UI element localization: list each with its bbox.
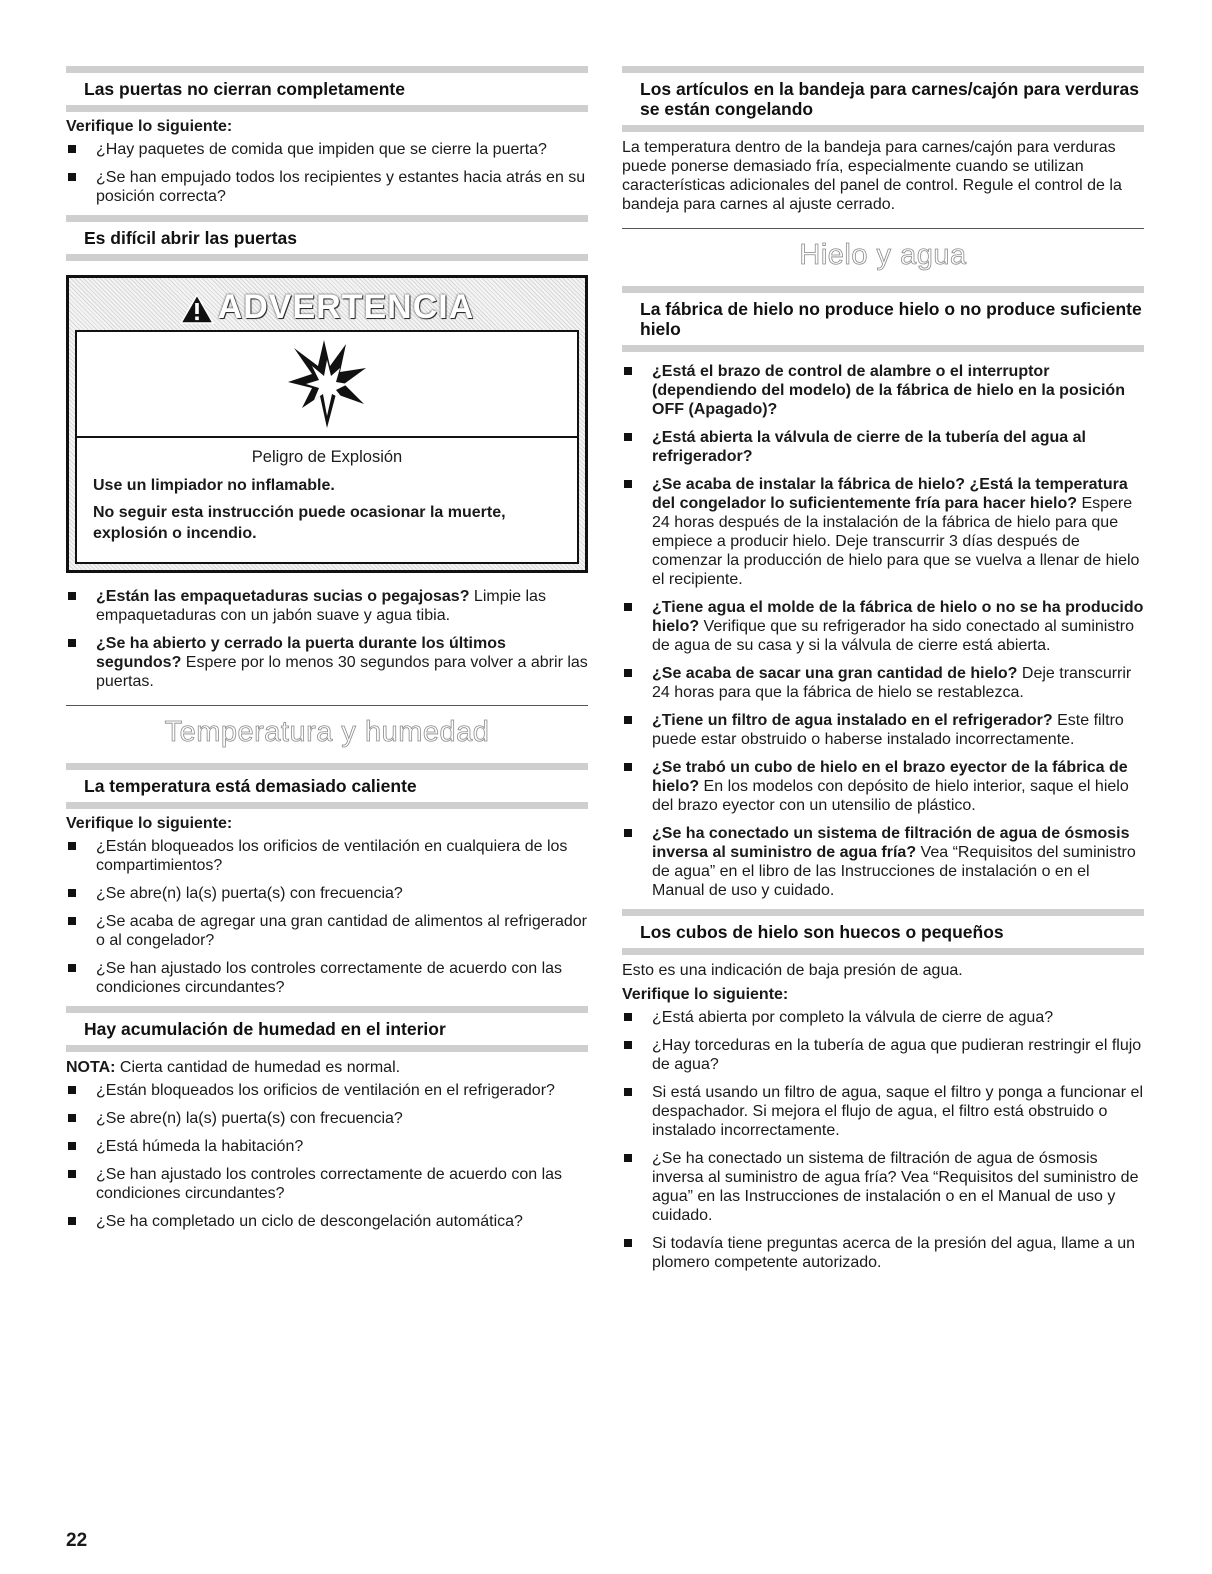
bullet-icon [624,1088,632,1096]
topic-hollow-cubes [622,909,1144,1272]
check-label: Verifique lo siguiente: [66,815,233,832]
bullet-icon [624,603,632,611]
list-item: ¿Están las empaquetaduras sucias o pegajosas? Limpie las empaquetaduras con un jabón suave y agua tibia. [66,587,588,625]
list-item: ¿Se abre(n) la(s) puerta(s) con frecuencia? [66,1109,588,1128]
check-list [66,587,588,691]
warning-hazard: Peligro de Explosión [251,448,403,466]
topic-doors-not-closing [66,66,588,206]
list-item: ¿Está abierta por completo la válvula de cierre de agua? [622,1008,1144,1027]
list-item: ¿Se abre(n) la(s) puerta(s) con frecuencia? [66,884,588,903]
list-item: ¿Se ha abierto y cerrado la puerta durante los últimos segundos? Espere por lo menos 30 segundos para volver a abrir las puertas. [66,634,588,691]
bullet-icon [68,842,76,850]
bullet-icon [624,1154,632,1162]
check-list [66,140,588,206]
explosion-icon [284,338,370,430]
warning-line: Use un limpiador no inflamable. [93,477,335,494]
bullet-icon [624,763,632,771]
list-item: ¿Hay torceduras en la tubería de agua que pudieran restringir el flujo de agua? [622,1036,1144,1074]
bullet-icon [68,1114,76,1122]
topic-freezing [622,66,1144,214]
list-item: ¿Está el brazo de control de alambre o el interruptor (dependiendo del modelo) de la fábrica de hielo en la posición OFF (Apagado)? [622,362,1144,419]
list-item: ¿Se ha completado un ciclo de descongelación automática? [66,1212,588,1231]
list-item: ¿Se ha conectado un sistema de filtración de agua de ósmosis inversa al suministro de agua fría? Vea “Requisitos del suministro de agua” en las Instrucciones de instalación o en el Manual de uso y cuidado. [622,1149,1144,1225]
bullet-icon [68,592,76,600]
topic-humidity [66,1006,588,1231]
list-item: ¿Se han ajustado los controles correctamente de acuerdo con las condiciones circundantes? [66,1165,588,1203]
list-item: ¿Tiene un filtro de agua instalado en el refrigerador? Este filtro puede estar obstruido o haberse instalado incorrectamente. [622,711,1144,749]
note: NOTA: Cierta cantidad de humedad es normal. [66,1059,401,1076]
topic-heading: La temperatura está demasiado caliente [66,763,588,809]
topic-heading: La fábrica de hielo no produce hielo o no produce suficiente hielo [622,286,1144,352]
check-list [66,1081,588,1231]
bullet-icon [624,829,632,837]
topic-heading: Es difícil abrir las puertas [66,215,588,261]
warning-line: No seguir esta instrucción puede ocasionar la muerte, explosión o incendio. [93,504,506,542]
check-list [622,362,1144,900]
topic-no-ice [622,286,1144,900]
bullet-icon [68,917,76,925]
check-list [622,1008,1144,1272]
list-item: ¿Están bloqueados los orificios de ventilación en cualquiera de los compartimientos? [66,837,588,875]
bullet-icon [68,639,76,647]
list-item: ¿Está húmeda la habitación? [66,1137,588,1156]
warning-box [66,275,588,573]
topic-heading: Las puertas no cierran completamente [66,66,588,112]
list-item: ¿Se acaba de sacar una gran cantidad de hielo? Deje transcurrir 24 horas para que la fábrica de hielo se restablezca. [622,664,1144,702]
topic-too-warm [66,763,588,997]
bullet-icon [624,1239,632,1247]
bullet-icon [68,964,76,972]
list-item: ¿Está abierta la válvula de cierre de la tubería del agua al refrigerador? [622,428,1144,466]
bullet-icon [68,173,76,181]
warning-icon-row [77,332,577,438]
warning-text [77,438,577,562]
bullet-icon [68,889,76,897]
section-divider [66,705,588,706]
bullet-icon [624,480,632,488]
section-title: Temperatura y humedad [164,716,490,748]
check-list [66,837,588,997]
topic-heading: Hay acumulación de humedad en el interior [66,1006,588,1052]
bullet-icon [624,669,632,677]
bullet-icon [68,1217,76,1225]
list-item: ¿Se ha conectado un sistema de filtración de agua de ósmosis inversa al suministro de agua fría? Vea “Requisitos del suministro de agua” en el libro de las Instrucciones de instalación o en el Manual de uso y cuidado. [622,824,1144,900]
check-label: Verifique lo siguiente: [622,986,789,1003]
list-item: ¿Se acaba de instalar la fábrica de hielo? ¿Está la temperatura del congelador lo suficientemente fría para hacer hielo? Espere 24 horas después de la instalación de la fábrica de hielo para que empiece a producir hielo. Deje transcurrir 3 días después de comenzar la producción de hielo para que se vuelva a llenar de hielo el recipiente. [622,475,1144,589]
bullet-icon [68,145,76,153]
list-item: ¿Se han empujado todos los recipientes y estantes hacia atrás en su posición correcta? [66,168,588,206]
section-divider [622,228,1144,229]
bullet-icon [68,1170,76,1178]
bullet-icon [624,716,632,724]
list-item: ¿Se acaba de agregar una gran cantidad de alimentos al refrigerador o al congelador? [66,912,588,950]
bullet-icon [624,1041,632,1049]
list-item: ¿Se han ajustado los controles correctamente de acuerdo con las condiciones circundantes? [66,959,588,997]
list-item: ¿Tiene agua el molde de la fábrica de hielo o no se ha producido hielo? Verifique que su refrigerador ha sido conectado al suministro de agua de su casa y si la válvula de cierre está abierta. [622,598,1144,655]
warning-triangle-icon [180,294,214,324]
topic-heading: Los cubos de hielo son huecos o pequeños [622,909,1144,955]
topic-text: La temperatura dentro de la bandeja para carnes/cajón para verduras puede ponerse demasiado fría, especialmente cuando se utilizan características adicionales del panel de control. Regule el control de la bandeja para carnes al ajuste cerrado. [622,139,1122,213]
bullet-icon [68,1086,76,1094]
left-column [66,66,588,1240]
page-number: 22 [66,1530,88,1551]
topic-heading: Los artículos en la bandeja para carnes/cajón para verduras se están congelando [622,66,1144,132]
warning-inner [75,330,579,564]
list-item: Si todavía tiene preguntas acerca de la presión del agua, llame a un plomero competente autorizado. [622,1234,1144,1272]
right-column [622,66,1144,1281]
bullet-icon [624,367,632,375]
bullet-icon [68,1142,76,1150]
check-label: Verifique lo siguiente: [66,118,233,135]
list-item: ¿Hay paquetes de comida que impiden que se cierre la puerta? [66,140,588,159]
warning-title: ADVERTENCIA [75,284,579,330]
section-title: Hielo y agua [799,239,967,271]
list-item: ¿Se trabó un cubo de hielo en el brazo eyector de la fábrica de hielo? En los modelos con depósito de hielo interior, saque el hielo del brazo eyector con un utensilio de plástico. [622,758,1144,815]
topic-text: Esto es una indicación de baja presión de agua. [622,962,963,979]
list-item: ¿Están bloqueados los orificios de ventilación en el refrigerador? [66,1081,588,1100]
topic-doors-hard-to-open [66,215,588,691]
list-item: Si está usando un filtro de agua, saque el filtro y ponga a funcionar el despachador. Si mejora el flujo de agua, el filtro está obstruido o instalado incorrectamente. [622,1083,1144,1140]
bullet-icon [624,433,632,441]
bullet-icon [624,1013,632,1021]
